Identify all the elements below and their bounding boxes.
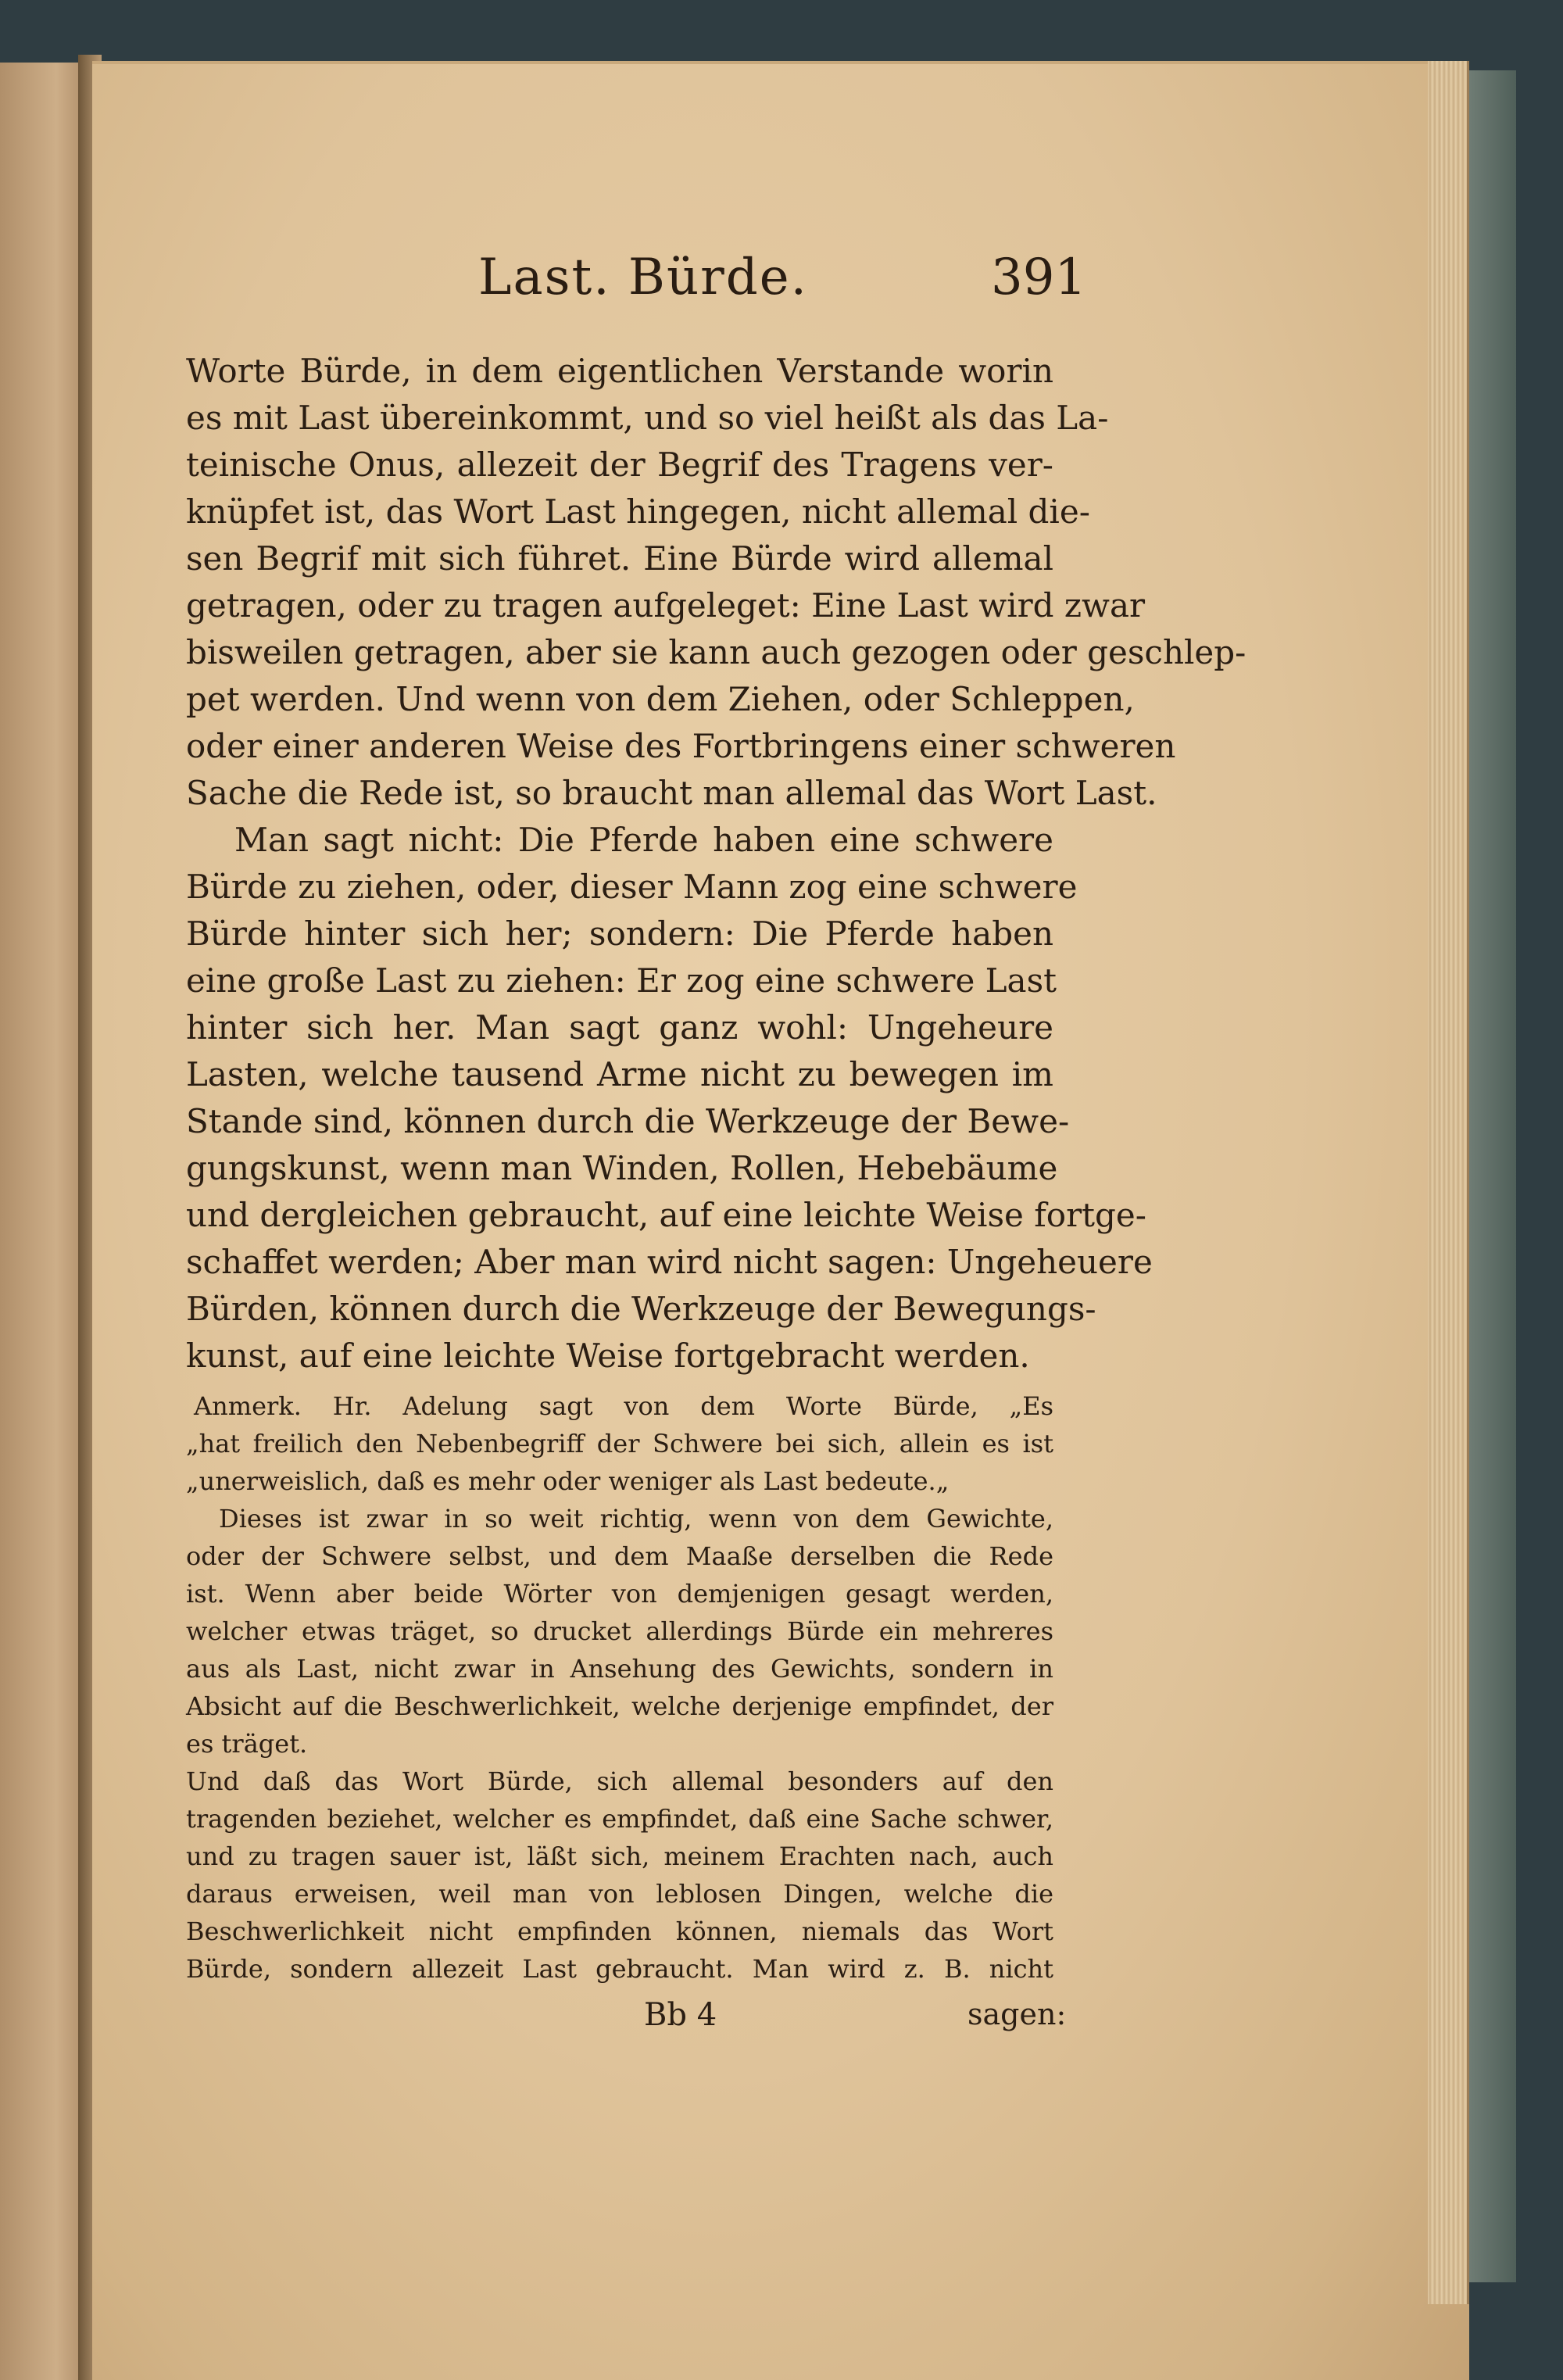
note-line: „unerweislich, daß es mehr oder weniger als Last bedeute.„ [186, 1466, 950, 1496]
body-line: pet werden. Und wenn von dem Ziehen, oder Schleppen, [186, 680, 1135, 718]
note-line: Anmerk. Hr. Adelung sagt von dem Worte Bürde, „Es [194, 1391, 1053, 1421]
note-line: Absicht auf die Beschwerlichkeit, welche derjenige empfindet, der [186, 1691, 1053, 1721]
signature-mark: Bb 4 [644, 1997, 717, 2033]
body-line: teinische Onus, allezeit der Begrif des Tragens ver- [186, 446, 1053, 484]
body-line: Bürden, können durch die Werkzeuge der Bewegungs- [186, 1290, 1096, 1328]
body-line: Worte Bürde, in dem eigentlichen Verstande worin [186, 352, 1053, 390]
body-line: und dergleichen gebraucht, auf eine leichte Weise fortge- [186, 1196, 1146, 1234]
running-head: Last. Bürde. [478, 249, 808, 306]
body-line: oder einer anderen Weise des Fortbringens einer schweren [186, 727, 1176, 765]
note-line: und zu tragen sauer ist, läßt sich, meinem Erachten nach, auch [186, 1841, 1053, 1871]
note-line: Und daß das Wort Bürde, sich allemal besonders auf den [186, 1766, 1053, 1796]
body-line: sen Begrif mit sich führet. Eine Bürde wird allemal [186, 539, 1053, 578]
book-cover-edge [1469, 70, 1516, 2282]
note-line: Dieses ist zwar in so weit richtig, wenn von dem Gewichte, [219, 1504, 1053, 1534]
body-line: getragen, oder zu tragen aufgeleget: Eine Last wird zwar [186, 586, 1146, 625]
note-line: welcher etwas träget, so drucket allerdings Bürde ein mehreres [186, 1616, 1053, 1646]
body-line: kunst, auf eine leichte Weise fortgebracht werden. [186, 1337, 1030, 1375]
note-line: Beschwerlichkeit nicht empfinden können, niemals das Wort [186, 1917, 1053, 1946]
body-line: Man sagt nicht: Die Pferde haben eine schwere [234, 821, 1053, 859]
body-line: Sache die Rede ist, so braucht man allemal das Wort Last. [186, 774, 1157, 812]
body-line: Lasten, welche tausend Arme nicht zu bewegen im [186, 1055, 1053, 1093]
note-line: daraus erweisen, weil man von leblosen Dingen, welche die [186, 1879, 1053, 1909]
body-line: knüpfet ist, das Wort Last hingegen, nicht allemal die- [186, 492, 1090, 531]
page-edge-stack [1428, 61, 1469, 2304]
body-line: schaffet werden; Aber man wird nicht sagen: Ungeheuere [186, 1243, 1153, 1281]
body-line: es mit Last übereinkommt, und so viel heißt als das La- [186, 399, 1109, 437]
note-line: Bürde, sondern allezeit Last gebraucht. Man wird z. B. nicht [186, 1954, 1053, 1984]
body-line: bisweilen getragen, aber sie kann auch gezogen oder geschlep- [186, 633, 1246, 671]
body-line: Stande sind, können durch die Werkzeuge der Bewe- [186, 1102, 1070, 1140]
body-line: eine große Last zu ziehen: Er zog eine schwere Last [186, 961, 1057, 1000]
body-line: gungskunst, wenn man Winden, Rollen, Hebebäume [186, 1149, 1058, 1187]
body-line: hinter sich her. Man sagt ganz wohl: Ungeheure [186, 1008, 1053, 1047]
note-line: oder der Schwere selbst, und dem Maaße derselben die Rede [186, 1541, 1053, 1571]
body-line: Bürde zu ziehen, oder, dieser Mann zog eine schwere [186, 868, 1078, 906]
page-number: 391 [991, 249, 1087, 306]
note-line: tragenden beziehet, welcher es empfindet, daß eine Sache schwer, [186, 1804, 1053, 1834]
note-line: aus als Last, nicht zwar in Ansehung des Gewichts, sondern in [186, 1654, 1053, 1684]
body-line: Bürde hinter sich her; sondern: Die Pferde haben [186, 914, 1053, 953]
note-line: es träget. [186, 1729, 308, 1759]
catchword: sagen: [967, 1997, 1067, 2031]
note-line: ist. Wenn aber beide Wörter von demjenigen gesagt werden, [186, 1579, 1053, 1609]
note-line: „hat freilich den Nebenbegriff der Schwere bei sich, allein es ist [186, 1429, 1053, 1458]
